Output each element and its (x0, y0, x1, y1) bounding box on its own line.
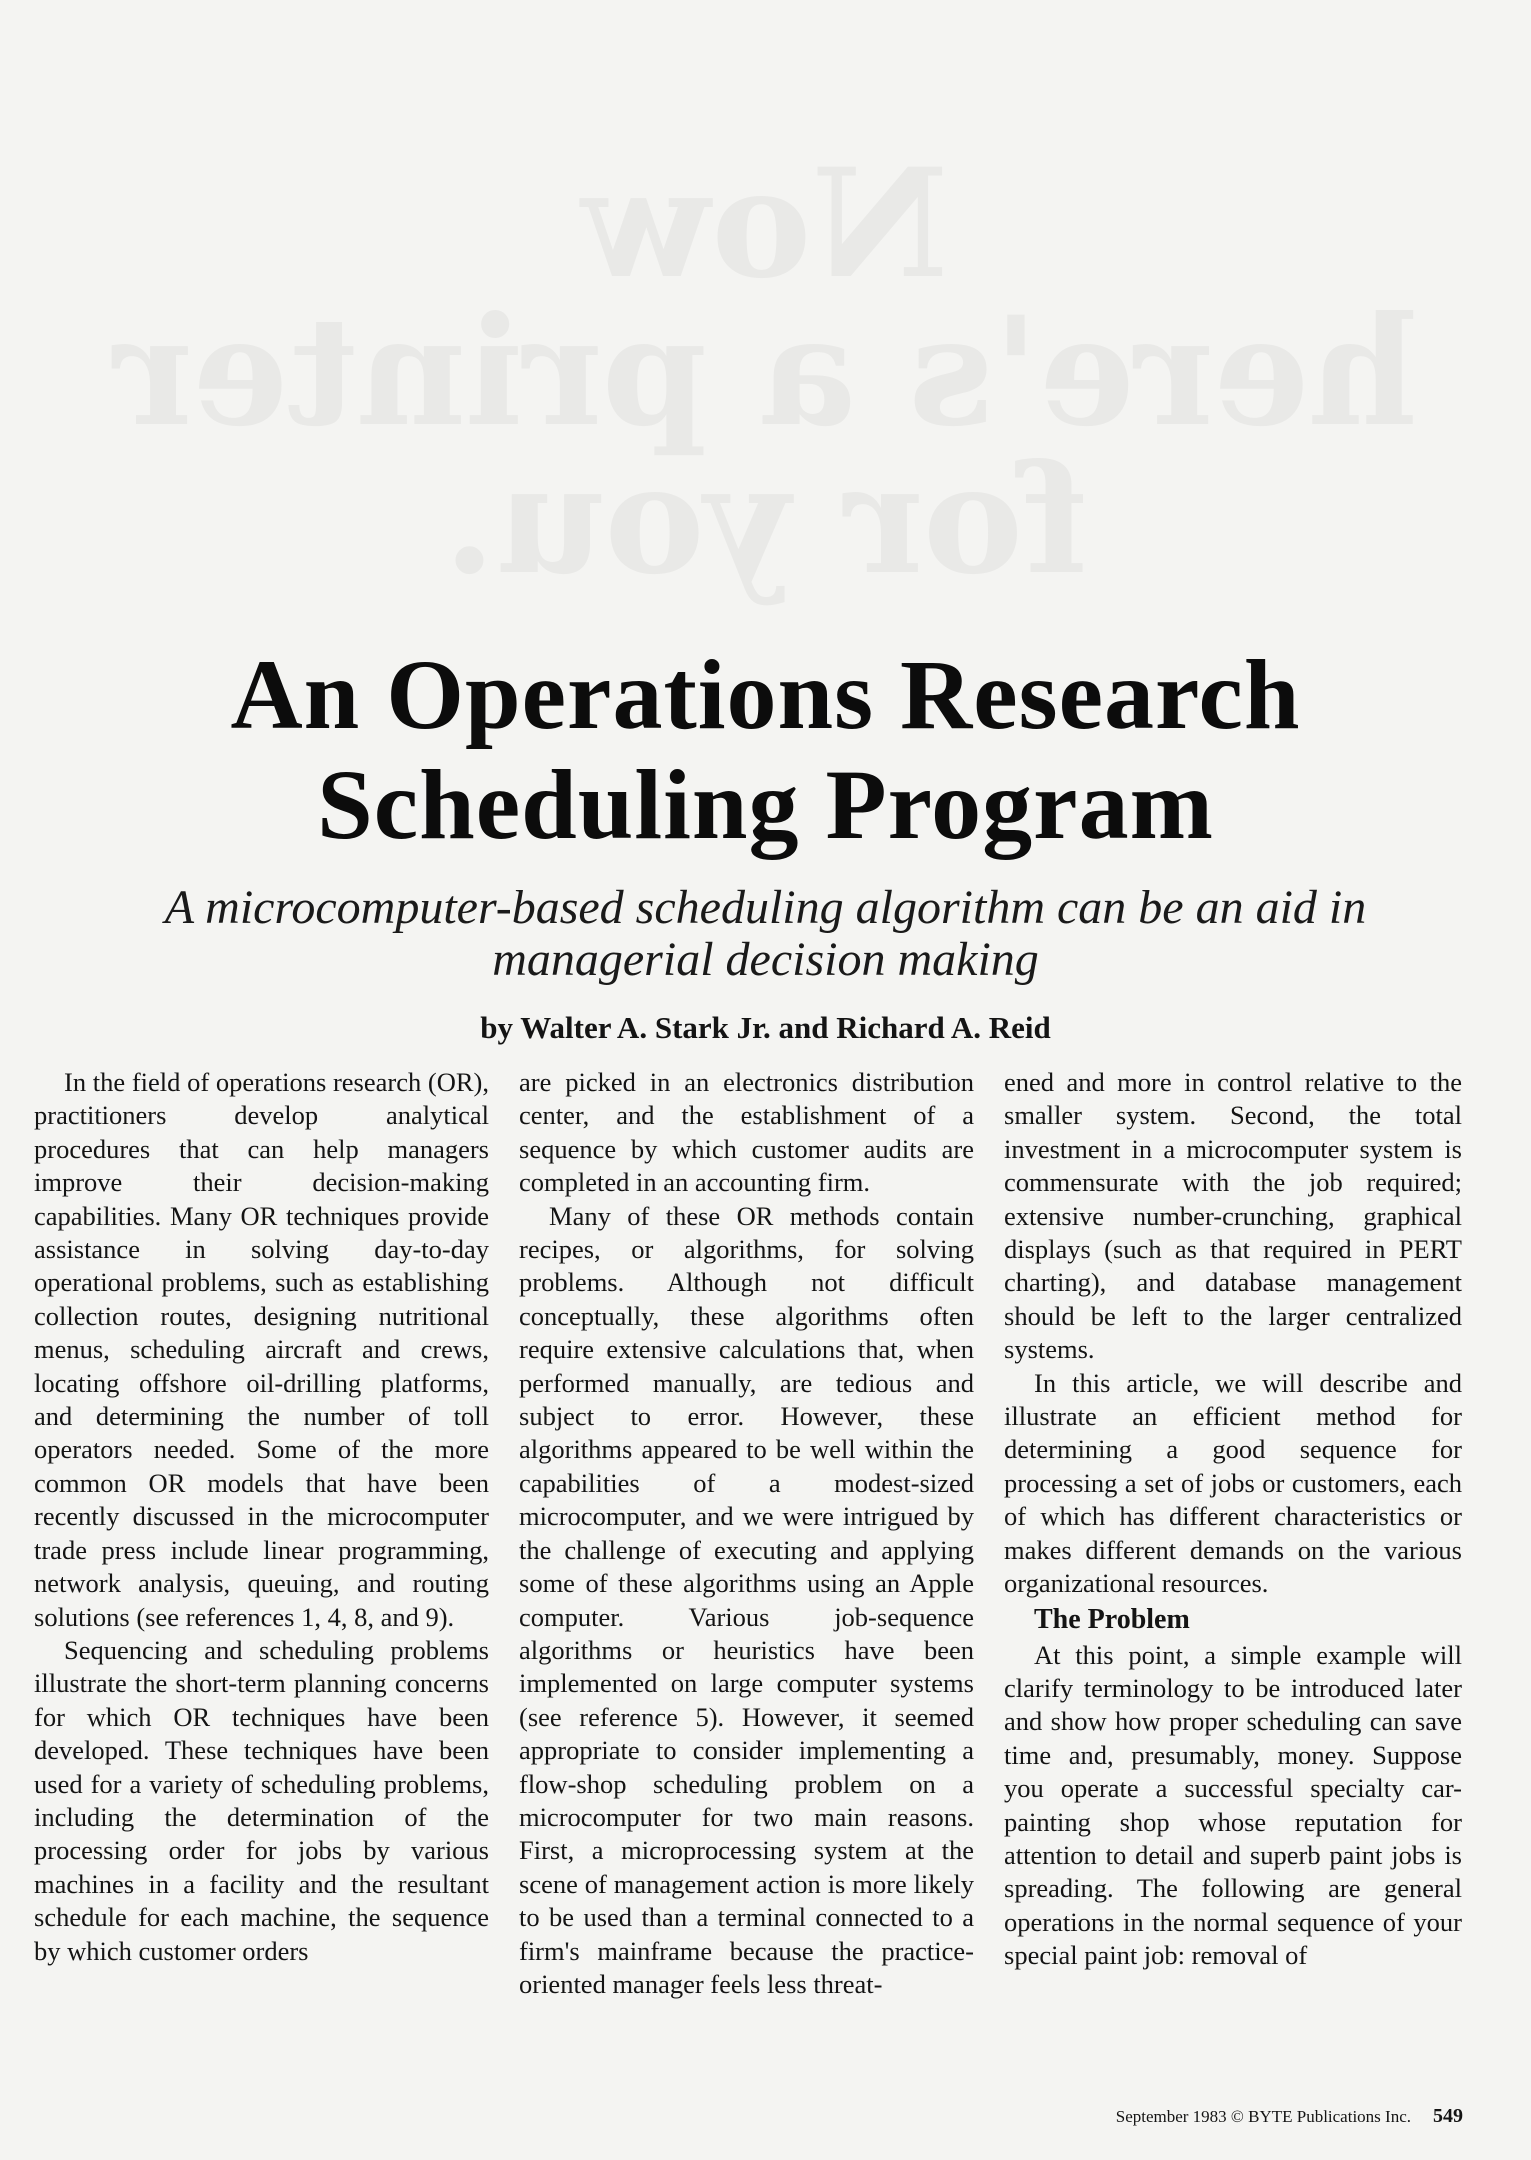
ghost-line: for you. (443, 432, 1088, 608)
paragraph: In this article, we will describe and illustrate an efficient method for determining a good sequence for processing a set of jobs or customers, each of which has different characteristics or makes different demands on the various organizational resources. (1004, 1367, 1462, 1599)
paragraph: are picked in an electronics distribution center, and the establishment of a sequence by which customer audits are completed in an accounting firm. (519, 1067, 974, 1198)
title-line-1: An Operations Research (230, 639, 1301, 750)
title-line-2: Scheduling Program (317, 749, 1214, 860)
paragraph: Many of these OR methods contain recipes, or algorithms, for solving problems. Although not difficult conceptually, these algorithms often require extensive calculations that, when performed manually, are tedious and subject to error. However, these algorithms appeared to be well within the capabilities of a modest-sized microcomputer, and we were intrigued by the challenge of executing and applying some of these algorithms using an Apple computer. Various job-sequence algorithms or heuristics have been implemented on large computer systems (see reference 5). However, it seemed appropriate to consider implementing a flow-shop scheduling problem on a microcomputer for two main reasons. First, a microprocessing system at the scene of management action is more likely to be used than a terminal connected to a firm's mainframe because the practice-oriented manager feels less threat- (519, 1200, 974, 1999)
text-column-1 (34, 1066, 489, 1968)
footer-credit: September 1983 © BYTE Publications Inc. (1115, 2107, 1411, 2126)
section-heading: The Problem (1034, 1603, 1190, 1635)
article-subtitle: A microcomputer-based scheduling algorithm can be an aid in managerial decision making (164, 881, 1367, 986)
page-footer (1116, 2104, 1463, 2129)
ghost-line: here's a printer (113, 284, 1418, 460)
show-through-headline (0, 136, 1531, 608)
paragraph: ened and more in control relative to the smaller system. Second, the total investment in a microcomputer system is commensurate with the job required; extensive number-crunching, graphical displays (such as that required in PERT charting), and database management should be left to the larger centralized systems. (1004, 1067, 1462, 1365)
article-byline: by Walter A. Stark Jr. and Richard A. Reid (480, 1010, 1051, 1045)
paragraph: Sequencing and scheduling problems illustrate the short-term planning concerns for which OR techniques have been developed. These techniques have been used for a variety of scheduling problems, including the determination of the processing order for jobs by various machines in a facility and the resultant schedule for each machine, the sequence by which customer orders (34, 1634, 489, 1966)
paragraph: In the field of operations research (OR), practitioners develop analytical procedures that can help managers improve their decision-making capabilities. Many OR techniques provide assistance in solving day-to-day operational problems, such as establishing collection routes, designing nutritional menus, scheduling aircraft and crews, locating offshore oil-drilling platforms, and determining the number of toll operators needed. Some of the more common OR models that have been recently discussed in the microcomputer trade press include linear programming, network analysis, queuing, and routing solutions (see references 1, 4, 8, and 9). (34, 1067, 489, 1632)
article-title (0, 640, 1531, 860)
text-column-3 (1004, 1066, 1462, 1973)
text-column-2 (519, 1066, 974, 2001)
ghost-line: Now (582, 136, 949, 312)
page-number: 549 (1433, 2105, 1463, 2127)
paragraph: At this point, a simple example will clarify terminology to be introduced later and show how proper scheduling can save time and, presumably, money. Suppose you operate a successful specialty car-painting shop whose reputation for attention to detail and superb paint jobs is spreading. The following are general operations in the normal sequence of your special paint job: removal of (1004, 1639, 1462, 1971)
